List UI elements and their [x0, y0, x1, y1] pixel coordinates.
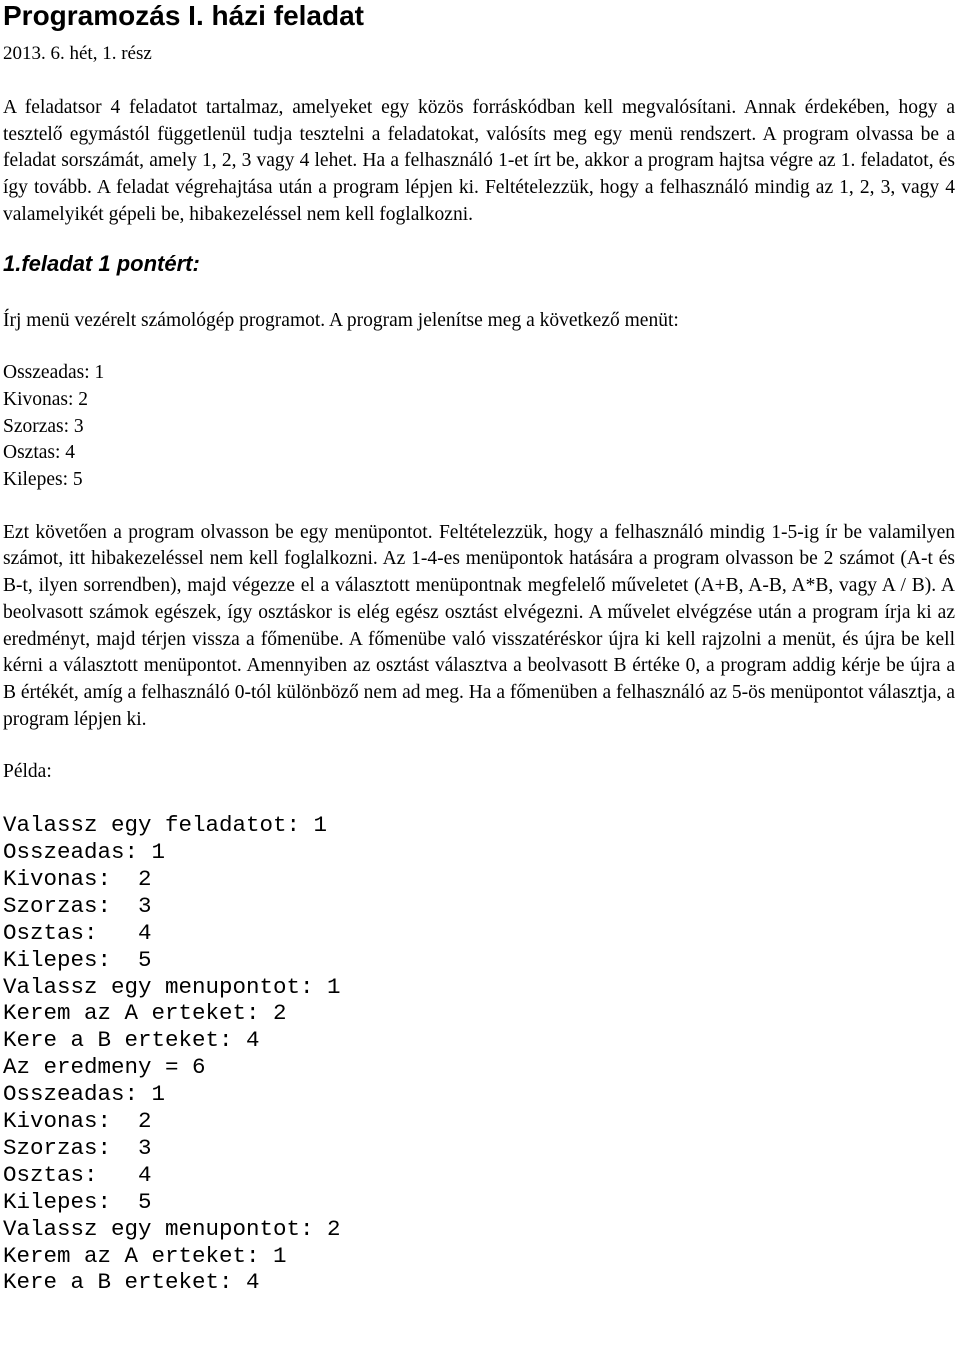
code-line: Szorzas: 3: [3, 1134, 152, 1161]
task1-body-paragraph: Ezt követően a program olvasson be egy menüpontot. Feltételezzük, hogy a felhasználó mindig 1-5-ig ír be valamilyen számot, itt hibakezeléssel nem kell foglalkozni. Az 1-4-es menüpontok hatására a program olvasson be 2 számot (A-t és B-t, ilyen sorrendben), majd végezze el a választott menüpontnak megfelelő műveletet (A+B, A-B, A*B, vagy A / B). A beolvasott számok egészek, így osztáskor is elég egész osztást elvégezni. A művelet elvégzése után a program írja ki az eredményt, majd térjen vissza a főmenübe. A főmenübe való visszatéréskor újra ki kell rajzolni a menüt, és újra be kell kérni a választott menüpontot. Amennyiben az osztást választva a beolvasott B értéke 0, a program addig kérje be újra a B értékét, amíg a felhasználó 0-tól különböző nem ad meg. Ha a főmenüben a felhasználó az 5-ös menüpontot választja, a program lépjen ki.: [3, 521, 955, 730]
code-line: Valassz egy menupontot: 1: [3, 973, 341, 1000]
menu-item: Osztas: 4: [3, 442, 76, 464]
example-code-block: [3, 812, 955, 1296]
code-line: Kere a B erteket: 4: [3, 1027, 260, 1054]
code-line: Szorzas: 3: [3, 892, 152, 919]
task1-intro-paragraph: Írj menü vezérelt számológép programot. A program jelenítse meg a következő menüt:: [3, 309, 679, 331]
example-label: Példa:: [3, 761, 52, 783]
code-line: Osztas: 4: [3, 919, 152, 946]
code-line: Kere a B erteket: 4: [3, 1269, 260, 1296]
code-line: Osztas: 4: [3, 1161, 152, 1188]
document-subtitle: 2013. 6. hét, 1. rész: [3, 43, 152, 64]
menu-item: Osszeadas: 1: [3, 362, 105, 384]
code-line: Kivonas: 2: [3, 1108, 152, 1135]
document-page: [3, 0, 955, 1296]
code-line: Kerem az A erteket: 1: [3, 1242, 287, 1269]
menu-list: [3, 360, 955, 494]
code-line: Valassz egy menupontot: 2: [3, 1215, 341, 1242]
menu-item: Szorzas: 3: [3, 415, 84, 437]
code-line: Valassz egy feladatot: 1: [3, 812, 328, 839]
code-line: Az eredmeny = 6: [3, 1054, 206, 1081]
menu-item: Kilepes: 5: [3, 469, 83, 491]
task1-heading: 1.feladat 1 pontért:: [3, 250, 200, 276]
code-line: Kilepes: 5: [3, 1188, 152, 1215]
intro-paragraph: A feladatsor 4 feladatot tartalmaz, amelyeket egy közös forráskódban kell megvalósítani. Annak érdekében, hogy a tesztelő egymástól függetlenül tudja tesztelni a feladatokat, valósíts meg egy menü rendszert. A program olvassa be a feladat sorszámát, amely 1, 2, 3 vagy 4 lehet. Ha a felhasználó 1-et írt be, akkor a program hajtsa végre az 1. feladatot, és így tovább. A feladat végrehajtása után a program lépjen ki. Feltételezzük, hogy a felhasználó mindig az 1, 2, 3, vagy 4 valamelyikét gépeli be, hibakezeléssel nem kell foglalkozni.: [3, 97, 955, 225]
code-line: Kilepes: 5: [3, 946, 152, 973]
document-title: Programozás I. házi feladat: [3, 0, 364, 31]
code-line: Osszeadas: 1: [3, 1081, 166, 1108]
code-line: Kerem az A erteket: 2: [3, 1000, 287, 1027]
menu-item: Kivonas: 2: [3, 388, 89, 410]
code-line: Kivonas: 2: [3, 865, 152, 892]
code-line: Osszeadas: 1: [3, 838, 166, 865]
